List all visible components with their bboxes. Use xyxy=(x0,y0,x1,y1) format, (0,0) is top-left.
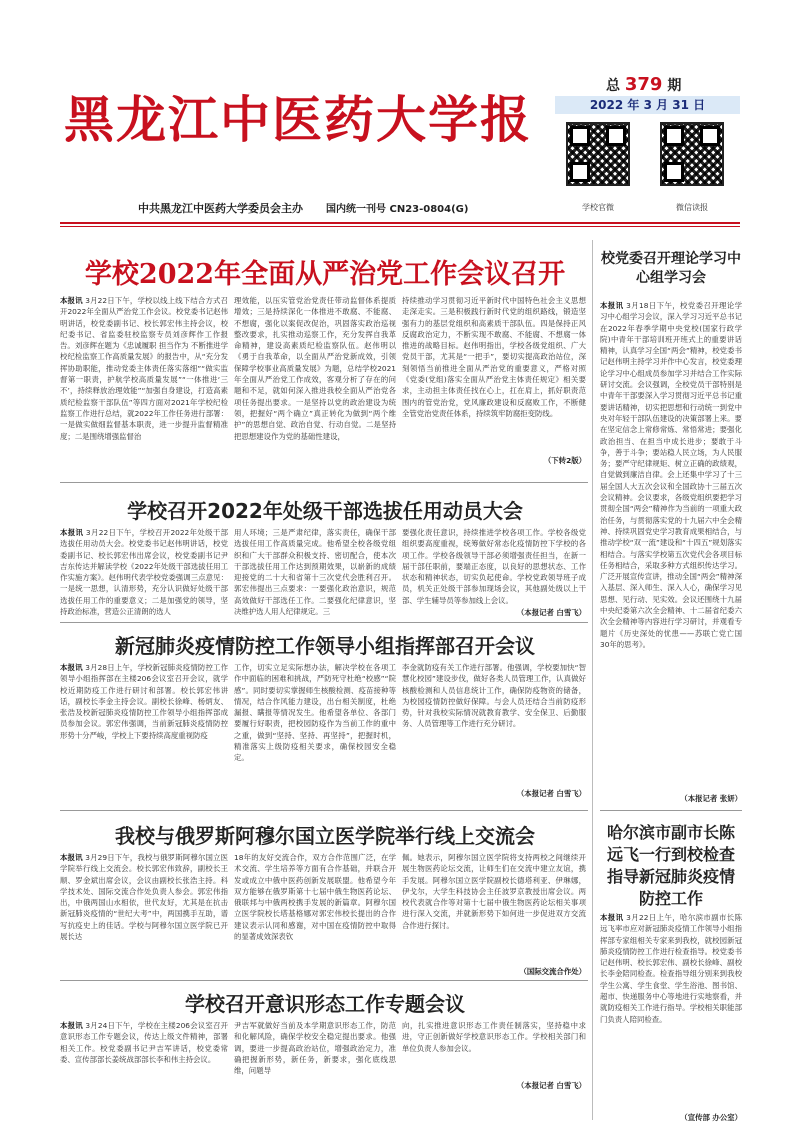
article-5-col-3: 向，扎实推进意识形态工作责任制落实，坚持稳中求进，守正创新做好学校意识形态工作。学校相关部门和单位负责人参加会议。 xyxy=(402,1021,586,1053)
sidebar-1-headline[interactable]: 校党委召开理论学习中心组学习会 xyxy=(601,251,741,286)
article-4-col-1: 本报讯 3月29日下午，我校与俄罗斯阿穆尔国立医学院举行线上交流会。校长郭宏伟致辞，副校长王顺、罗金斌出席会议，会议由副校长张浩主持。科学技术处、国际交流合作处负责人参会。郭宏伟指出，中俄两国山水相依，世代友好，尤其是在抗击新冠肺炎疫情的“世纪大考”中，两国携手互助，谱写抗疫史上的佳话。学校与阿穆尔国立医学院已开展长达 xyxy=(60,853,228,942)
divider xyxy=(60,810,588,811)
masthead-divider-thin xyxy=(60,226,740,227)
column-divider xyxy=(592,240,593,1120)
divider xyxy=(60,980,588,981)
cn-number: 国内统一刊号 CN23-0804(G) xyxy=(326,204,469,215)
sponsor-line: 中共黑龙江中医药大学委员会主办 xyxy=(138,202,303,215)
divider xyxy=(600,810,742,811)
article-1-col-3: 持续推动学习贯彻习近平新时代中国特色社会主义思想走深走实。三是积极践行新时代党的组织路线，锻造坚强有力的基层党组织和高素质干部队伍。四是保持正风反腐政治定力，不断实现不敢腐、不能腐、不想腐一体推进的战略目标。赵伟明指出，学校各级党组织、广大党员干部，尤其是“一把手”，要切实提高政治站位，深刻领悟当前推进全面从严治党的重要意义，严格对照《党委(党组)落实全面从严治党主体责任规定》相关要求，主动担主体责任找在心上，扛在肩上，抓好职责范围内的管党治党，党风廉政建设和反腐败工作，不断健全管党治党责任体系，持续筑牢防腐拒变防线。 xyxy=(402,296,586,418)
article-4-headline[interactable]: 我校与俄罗斯阿穆尔国立医学院举行线上交流会 xyxy=(115,824,535,848)
sidebar-2-byline: （宣传部 办公室） xyxy=(680,1113,742,1122)
divider xyxy=(60,622,588,623)
divider xyxy=(60,482,588,483)
article-3-col-3: 李金就防疫有关工作进行部署。他强调，学校要加快“智慧化校园”建设步伐，做好各类人员管理工作，认真做好核酸检测和人员信息统计工作，确保防疫物资的储备，为校园疫情防控做好保障。与会人员还结合当前防疫形势，针对我校实际情况就教育教学、安全保卫、后勤服务、人员管理等工作进行充分研讨。 xyxy=(402,663,586,729)
article-1-continued[interactable]: （下转2版） xyxy=(543,456,586,465)
article-4-col-2: 18年的友好交流合作，双方合作范围广泛，在学术交流、学生培养等方面有合作基础，并联合开发或成立中俄中医药创新发展联盟。他希望今年双方能够在俄罗斯第十七届中俄生物医药论坛、俄联邦与中俄两校携手发展的新篇章。阿穆尔国立医学院校长塔基格娜对郭宏伟校长提出的合作建议表示认同和感谢，对中国在疫情防控中取得的显著成效深表钦 xyxy=(234,853,396,942)
article-5-col-2: 尹吉军就做好当前及本学期意识形态工作，防范和化解风险，确保学校安全稳定提出要求。他强调，要进一步提高政治站位，增强政治定力，准确把握新形势，新任务，新要求，强化底线思维，问题导 xyxy=(234,1021,396,1076)
sidebar-1-byline: （本报记者 张妍） xyxy=(680,794,742,803)
article-2-col-3: 要强化责任意识，持续推进学校各项工作。学校各级党组织要高度重视，统筹做好常态化疫情防控下学校的各项工作。学校各级领导干部必须增强责任担当，在新一届干部任职前，要端正态度，以良好的思想状态、工作状态和精神状态，切实负起使命。学校党政领导班子成员，机关正处级干部参加现场会议，其他副处级以上干部、学生辅导员等参加线上会议。 xyxy=(402,528,586,605)
article-3-byline: （本报记者 白雪飞） xyxy=(516,789,586,798)
article-2-headline[interactable]: 学校召开2022年处级干部选拔任用动员大会 xyxy=(127,499,523,523)
issue-number-value: 379 xyxy=(624,74,663,95)
issue-number: 总 379 期 xyxy=(606,74,682,95)
article-3-col-2: 工作，切实立足实际想办法，解决学校在各项工作中面临的困难和挑战，严防死守杜绝“校感”“院感”。同时要切实掌握师生核酸检测、疫苗接种等情况，结合作风能力建设，出台相关制度，杜绝漏报、瞒报等情况发生。他希望各单位、各部门要履行好职责，把校园防疫作为当前工作的重中之重，做到“坚持、坚持、再坚持”，把握时机，精准落实上级防疫相关要求，确保校园安全稳定。 xyxy=(234,663,396,763)
article-1-headline[interactable]: 学校2022年全面从严治党工作会议召开 xyxy=(84,259,566,290)
issue-date: 2022 年 3 月 31 日 xyxy=(555,96,740,114)
sidebar-2-headline[interactable]: 哈尔滨市副市长陈远飞一行到校检查指导新冠肺炎疫情防控工作 xyxy=(606,823,735,908)
article-5-col-1: 本报讯 3月24日下午，学校在主楼206会议室召开意识形态工作专题会议，传达上级文件精神，部署相关工作。校党委副书记尹吉军讲话，校党委常委、宣传部部长姜统战部部长李和伟主持会议。 xyxy=(60,1021,228,1064)
article-5-headline[interactable]: 学校召开意识形态工作专题会议 xyxy=(185,992,465,1016)
qr-label-official: 学校官微 xyxy=(582,203,614,212)
article-1-col-1: 本报讯 3月22日下午，学校以线上线下结合方式召开2022年全面从严治党工作会议。校党委书记赵伟明讲话，校党委副书记、校长郭宏伟主持会议，校纪委书记、省监委驻校监察专员刘彦辉作工作报告。刘彦辉在题为《忠诚履职 担当作为 不断推进学校纪检监察工作高质量发展》的报告中，从“充分发挥协助职能，推动党委主体责任落实落细”“做实监督第一职责，护航学校高质量发展”“一体推进‘三不’，持续释放治理效能”“加强自身建设，打造高素质纪检监察干部队伍”等四方面对2021年学校纪检监察工作进行总结，就2022年工作任务进行部署：一是做实做细监督基本职责，进一步提升监督精准度；二是围绕增强监督治 xyxy=(60,296,228,441)
article-2-col-1: 本报讯 3月22日下午，学校召开2022年处级干部选拔任用动员大会。校党委书记赵伟明讲话，校党委副书记、校长郭宏伟出席会议，校党委副书记尹吉东传达并解读学校《2022年处级干部选拔任用工作实施方案》。赵伟明代表学校党委强调三点意见：一是统一思想，认清形势，充分认识做好处级干部选拔任用工作的重要意义；二是加强党的领导，坚持政治标准，营造公正清朗的选人 xyxy=(60,528,228,617)
qr-code-read-paper[interactable] xyxy=(660,122,724,186)
article-5-byline: （本报记者 白雪飞） xyxy=(516,1081,586,1090)
sidebar-1-body: 本报讯 3月18日下午，校党委召开理论学习中心组学习会议，深入学习习近平总书记在2022年春季学期中央党校(国家行政学院)中青年干部培训班开班式上的重要讲话精神，认真学习全国“两会”精神，校党委书记赵伟明主持学习并作中心发言，校党委理论学习中心组成员参加学习并结合工作实际研讨交流。会议强调，全校党员干部特别是中青年干部要深入学习贯彻习近平总书记重要讲话精神，切实把思想和行动统一到党中央对年轻干部队伍建设的决策部署上来。要在坚定信念上常修常炼、常悟常进；要强化政治担当、在担当中成长进步；要敢于斗争，善于斗争；要站稳人民立场，为人民服务；要严守纪律规矩、树立正确的政绩观，自觉做到廉洁自律。会上还集中学习了十三届全国人大五次会议和全国政协十三届五次会议精神。会议要求，各级党组织要把学习贯彻全国“两会”精神作为当前的一项重大政治任务，与贯彻落实党的十九届六中全会精神、持续巩固党史学习教育成果相结合，与推动学校“双一流”建设和“十四五”规划落实相结合。与落实学校第五次党代会各项目标任务相结合，采取多种方式组织传达学习。广泛开展宣传宣讲，推动全国“两会”精神深入基层、深入师生、深入人心，确保学习见思想、见行动、见实效。会议还围绕十九届中央纪委第六次全会精神、十二届省纪委六次全会精神等内容进行学习研讨，并观看专题片《历史深处的忧患——苏联亡党亡国30年的思考》。 xyxy=(600,301,742,649)
sidebar-2-body: 本报讯 3月22日上午，哈尔滨市副市长陈远飞率市应对新冠肺炎疫情工作领导小组指挥部专家组相关专家来到我校，就校园新冠肺炎疫情防控工作进行检查指导。校党委书记赵伟明、校长郭宏伟、副校长徐峰、副校长李金陪同检查。检查指导组分别来到我校学生公寓、学生食堂、学生浴池、图书馆、超市、快递服务中心等地进行实地察看，并就防疫相关工作进行指导。学校相关职能部门负责人陪同检查。 xyxy=(600,913,742,1024)
masthead-divider xyxy=(60,222,740,224)
article-2-col-2: 用人环境；三是严肃纪律，落实责任，确保干部选拔任用工作高质量完成。他希望全校各级党组织和广大干部群众积极支持、密切配合，使本次干部选拔任用工作达到预期效果，以崭新的成绩迎接党的二十大和省第十三次党代会胜利召开。郭宏伟提出三点要求：一要强化政治意识，规范高效做好干部选任工作。二要强化纪律意识，坚决维护选人用人纪律规定。三 xyxy=(234,528,396,617)
article-4-col-3: 佩。她表示，阿穆尔国立医学院将支持两校之间继续开展生物医药论坛交流，让师生们在交流中建立友谊，携手发展。阿穆尔国立医学院副校长德塔利亚、伊琳娜，伊戈尔，大学生科技协会主任波罗京教授出席会议。两校代表就合作等对第十七届中俄生物医药论坛相关事项进行深入交流，并就新形势下如何进一步促进双方交流合作进行探讨。 xyxy=(402,853,586,930)
article-3-col-1: 本报讯 3月28日上午，学校新冠肺炎疫情防控工作领导小组指挥部在主楼206会议室召开会议，就学校近期防疫工作进行研讨和部署。校长郭宏伟讲话，副校长李金主持会议。副校长徐峰、杨炳友、张浩及校新冠肺炎疫情防控工作领导小组指挥部成员参加会议。郭宏伟强调，当前新冠肺炎疫情防控形势十分严峻，学校上下要持续高度重视防疫 xyxy=(60,663,228,740)
article-3-headline[interactable]: 新冠肺炎疫情防控工作领导小组指挥部召开会议 xyxy=(115,634,535,658)
newspaper-title: 黑龙江中医药大学报 xyxy=(64,90,532,149)
article-4-byline: （国际交流合作处） xyxy=(519,967,586,976)
qr-code-official-account[interactable] xyxy=(566,122,630,186)
article-2-byline: （本报记者 白雪飞） xyxy=(516,608,586,617)
qr-label-read: 微信读报 xyxy=(676,203,708,212)
article-1-col-2: 理效能，以压实管党治党责任带动监督体系提质增效；三是持续深化一体推进不敢腐、不能腐、不想腐，强化以案促改促治，巩固落实政治巡视整改要求，扎实推动巡察工作，充分发挥自我革命精神，建设高素质纪检监察队伍。赵伟明以《勇于自我革命，以全面从严治党新成效，引领保障学校事业高质量发展》为题，总结学校2021年全面从严治党工作成效，客观分析了存在的问题和不足，就如何深入推进我校全面从严治党各项任务提出要求。一是坚持以党的政治建设为统领，把握好“两个确立”真正转化为做到“两个维护”的思想自觉、政治自觉、行动自觉。二是坚持把思想建设作为党的基础性建设， xyxy=(234,296,396,441)
